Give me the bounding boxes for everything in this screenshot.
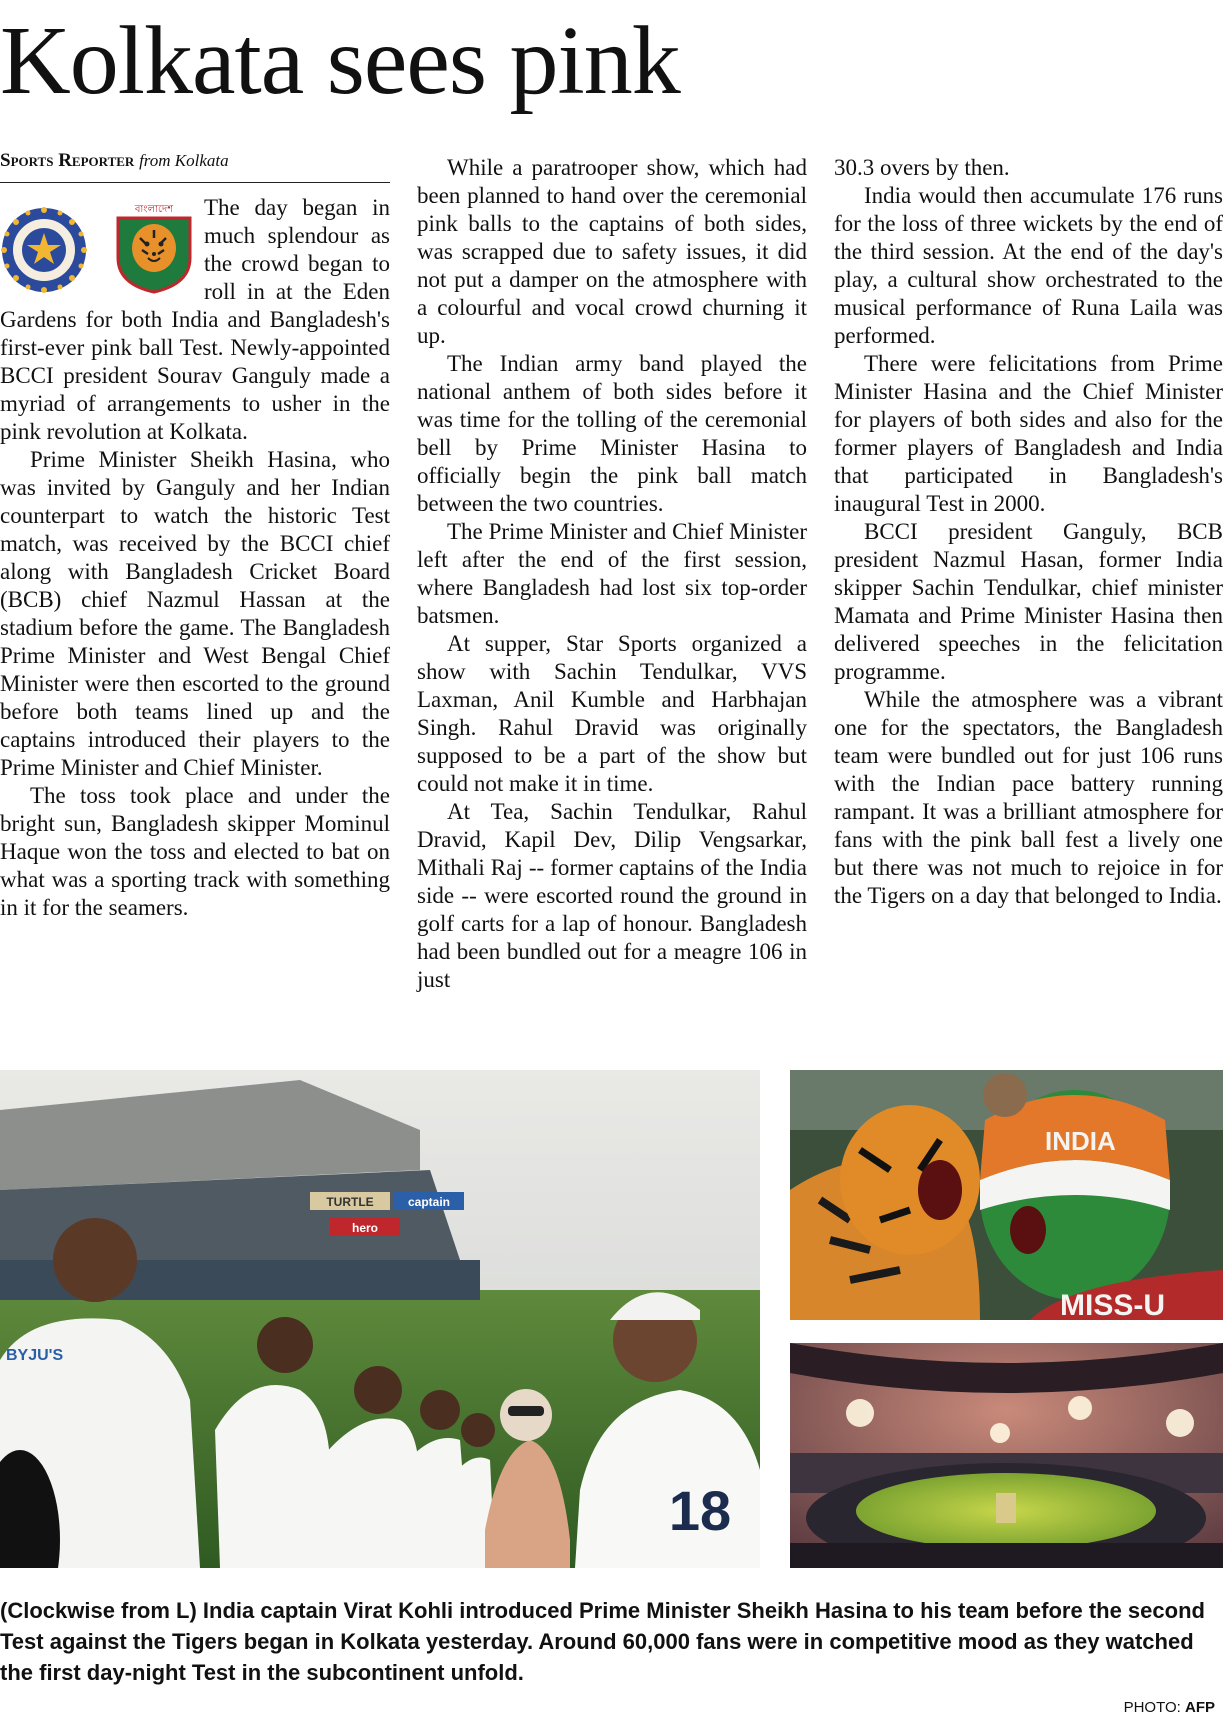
credit-label: PHOTO:	[1123, 1699, 1181, 1716]
photo-caption: (Clockwise from L) India captain Virat Kohli introduced Prime Minister Sheikh Hasina to his team before the second Test against the Tigers began in Kolkata yesterday. Around 60,000 fans were in competitive mood as they watched the first day-night Test in the subcontinent unfold.	[0, 1598, 1205, 1685]
bcb-logo-text: বাংলাদেশ	[134, 204, 174, 215]
jersey-number: 18	[668, 1479, 732, 1542]
paragraph: At supper, Star Sports organized a show with Sachin Tendulkar, VVS Laxman, Anil Kumble and Harbhajan Singh. Rahul Dravid was originally supposed to be a part of the show but could not make it in time.	[417, 631, 807, 796]
paragraph: At Tea, Sachin Tendulkar, Rahul Dravid, Kapil Dev, Dilip Vengsarkar, Mithali Raj -- former captains of the India side -- were escorted round the ground in golf carts for a lap of honour. Bangladesh had been bundled out for a meagre 106 in just	[417, 799, 807, 992]
article-column-3	[834, 154, 1223, 910]
paragraph: The Indian army band played the national anthem of both sides before it was time for the tolling of the ceremonial bell by Prime Minister Hasina to officially begin the pink ball match between the two countries.	[417, 351, 807, 516]
byline-dateline: from Kolkata	[139, 151, 229, 170]
photo-credit	[1124, 1699, 1215, 1716]
paragraph: There were felicitations from Prime Minister Hasina and the Chief Minister for players of both sides and also for the former players of Bangladesh and India that participated in Bangladesh's inaugural Test in 2000.	[834, 351, 1223, 516]
article-column-1	[0, 194, 390, 922]
paragraph: BCCI president Ganguly, BCB president Nazmul Hasan, former India skipper Sachin Tendulkar, chief minister Mamata and Prime Minister Hasina then delivered speeches in the felicitation programme.	[834, 519, 1223, 684]
face-text: INDIA	[1045, 1126, 1116, 1156]
paragraph: 30.3 overs by then.	[834, 155, 1010, 180]
paragraph: Prime Minister Sheikh Hasina, who was invited by Ganguly and her Indian counterpart to watch the historic Test match, was received by the BCCI chief along with Bangladesh Cricket Board (BCB) chief Nazmul Hassan at the stadium before the game. The Bangladesh Prime Minister and West Bengal Chief Minister were then escorted to the ground before both teams lined up and the captains introduced their players to the Prime Minister and Chief Minister.	[0, 447, 390, 780]
paragraph: The day began in much splendour as the crowd began to roll in at the Eden Gardens for both India and Bangladesh's first-ever pink ball Test. Newly-appointed BCCI president Sourav Ganguly made a myriad of arrangements to usher in the pink revolution at Kolkata.	[0, 195, 390, 444]
board-logos	[0, 200, 196, 288]
photo-main-illustration	[0, 1070, 760, 1568]
svg-text:hero: hero	[351, 1221, 379, 1235]
photo-painted-fans	[790, 1070, 1223, 1320]
bcci-logo	[0, 206, 88, 294]
paragraph: India would then accumulate 176 runs for the loss of three wickets by the end of the third session. At the end of the day's play, a cultural show orchestrated to the musical performance of Runa Laila was performed.	[834, 183, 1223, 348]
shirt-text: MISS-U	[1060, 1289, 1165, 1320]
headline: Kolkata sees pink	[0, 7, 680, 115]
article-column-2	[417, 154, 807, 994]
byline-author: Sports Reporter	[0, 150, 135, 171]
paragraph: While a paratrooper show, which had been planned to hand over the ceremonial pink balls to the captains of both sides, was scrapped due to safety issues, it did not put a damper on the atmosphere with a colourful and vocal crowd churning it up.	[417, 155, 807, 348]
svg-text:BYJU'S: BYJU'S	[6, 1347, 64, 1364]
paragraph: The toss took place and under the bright sun, Bangladesh skipper Mominul Haque won the toss and elected to bat on what was a sporting track with something in it for the seamers.	[0, 783, 390, 920]
photo-stadium-illustration	[790, 1343, 1223, 1568]
bcb-logo	[112, 200, 196, 294]
paragraph: The Prime Minister and Chief Minister left after the end of the first session, where Bangladesh had lost six top-order batsmen.	[417, 519, 807, 628]
paragraph: While the atmosphere was a vibrant one for the spectators, the Bangladesh team were bundled out for just 106 runs with the Indian pace battery running rampant. It was a brilliant atmosphere for fans with the pink ball fest a lively one but there was not much to rejoice in for the Tigers on a day that belonged to India.	[834, 687, 1223, 908]
svg-text:TURTLE: TURTLE	[326, 1195, 374, 1209]
photo-kohli-introduces-hasina	[0, 1070, 760, 1568]
byline	[0, 150, 229, 172]
credit-source: AFP	[1185, 1699, 1215, 1716]
svg-text:captain: captain	[407, 1195, 451, 1209]
photo-eden-gardens-night	[790, 1343, 1223, 1568]
photo-fans-illustration	[790, 1070, 1223, 1320]
byline-rule	[0, 182, 390, 183]
